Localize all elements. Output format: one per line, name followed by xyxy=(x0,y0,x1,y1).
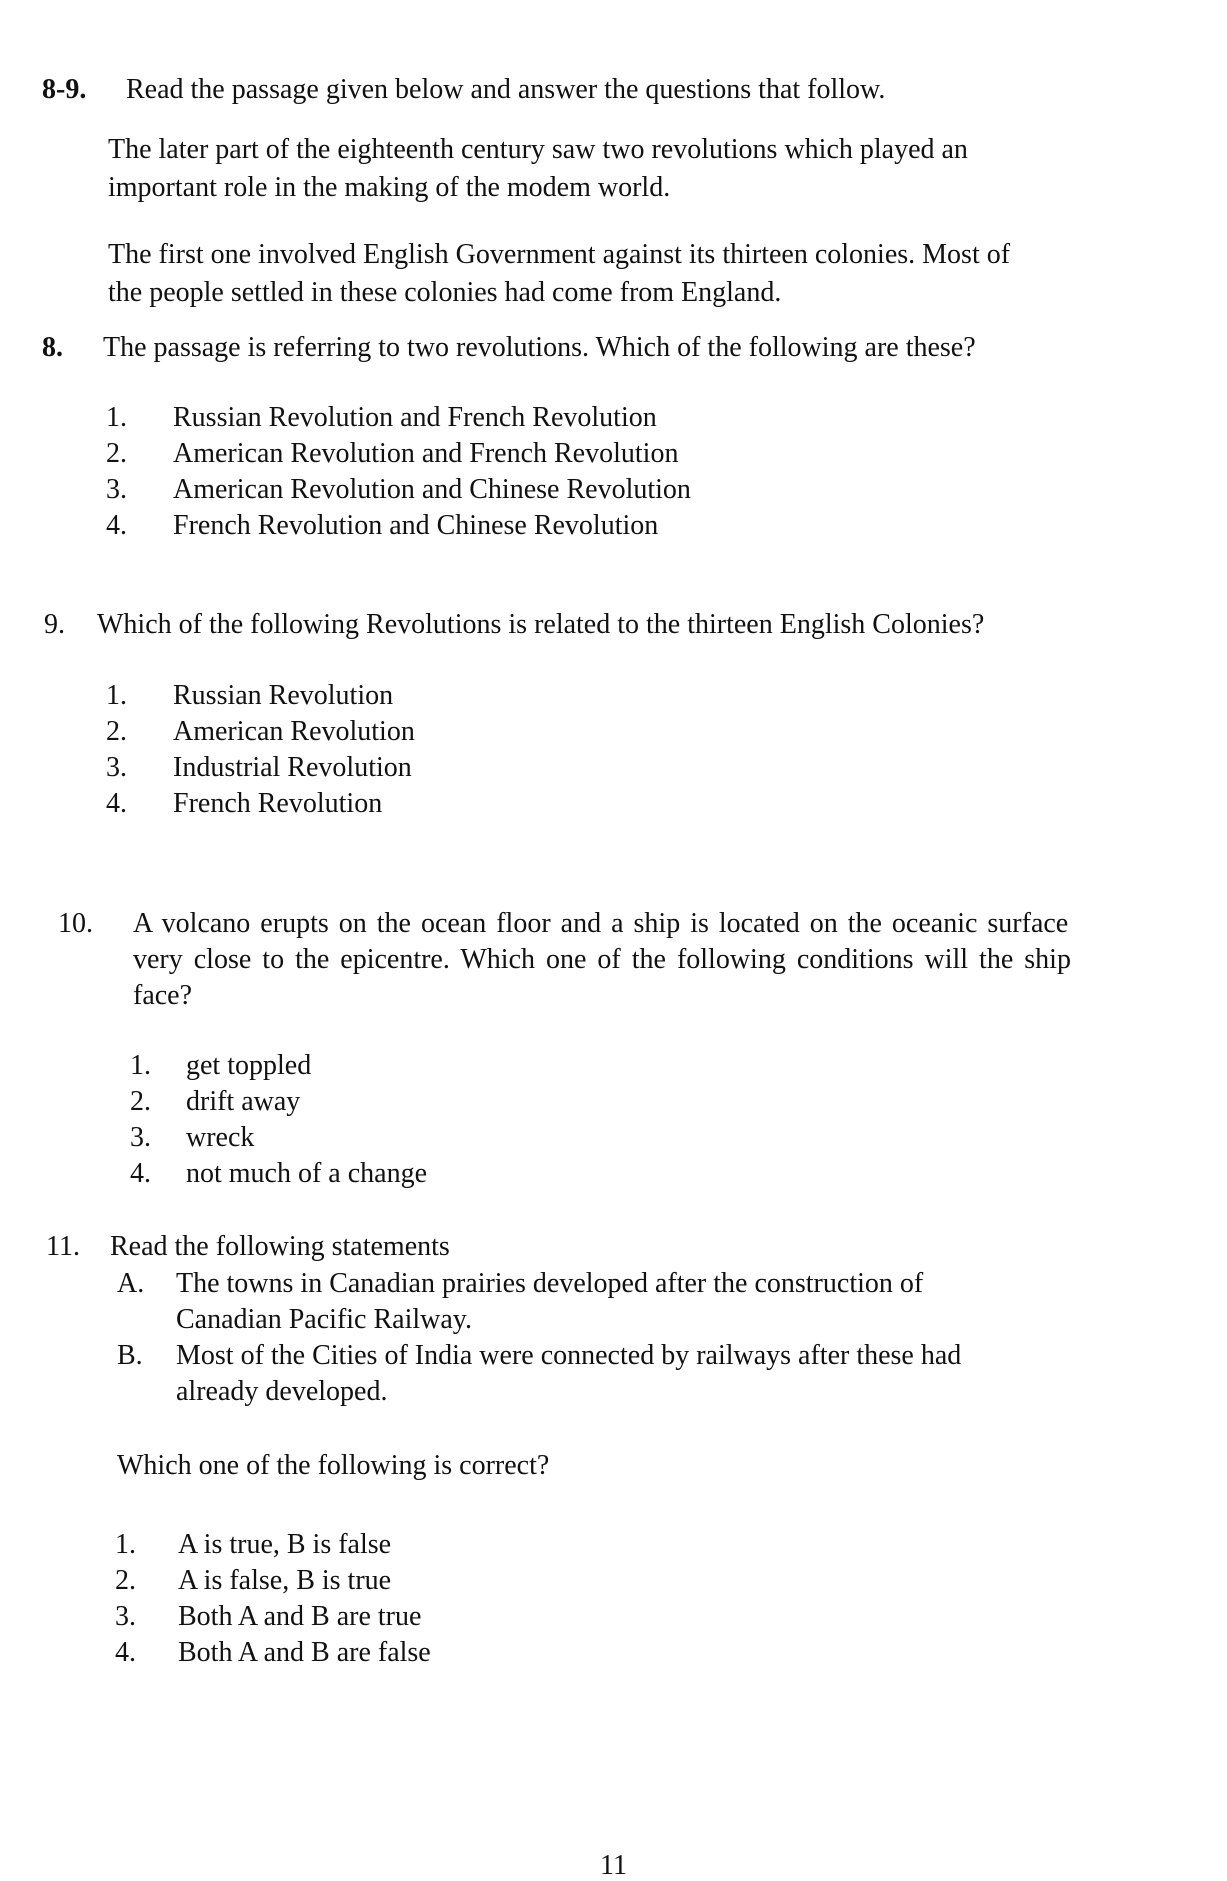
option-number: 4. xyxy=(106,510,127,541)
option-text: Both A and B are true xyxy=(178,1601,422,1632)
option-number: 1. xyxy=(106,680,127,711)
question-instruction: Read the passage given below and answer the questions that follow. xyxy=(126,74,886,105)
option-number: 2. xyxy=(130,1086,151,1117)
question-text: Read the following statements xyxy=(110,1231,450,1262)
question-number: 11. xyxy=(46,1231,80,1262)
option-text: American Revolution xyxy=(173,716,415,747)
option-number: 1. xyxy=(130,1050,151,1081)
option-number: 3. xyxy=(115,1601,136,1632)
option-number: 3. xyxy=(130,1122,151,1153)
option-number: 4. xyxy=(130,1158,151,1189)
statement-text: Canadian Pacific Railway. xyxy=(176,1304,472,1335)
passage-line: the people settled in these colonies had come from England. xyxy=(108,277,782,308)
option-text: Industrial Revolution xyxy=(173,752,412,783)
question-text: Which of the following Revolutions is related to the thirteen English Colonies? xyxy=(97,609,985,640)
option-text: get toppled xyxy=(186,1050,312,1081)
passage-line: The later part of the eighteenth century saw two revolutions which played an xyxy=(108,134,968,165)
option-number: 1. xyxy=(106,402,127,433)
option-text: A is true, B is false xyxy=(178,1529,392,1560)
option-text: American Revolution and Chinese Revolution xyxy=(173,474,691,505)
option-number: 4. xyxy=(115,1637,136,1668)
option-number: 1. xyxy=(115,1529,136,1560)
option-text: drift away xyxy=(186,1086,301,1117)
option-text: American Revolution and French Revolution xyxy=(173,438,679,469)
question-number: 8-9. xyxy=(42,74,87,105)
passage-line: The first one involved English Government against its thirteen colonies. Most of xyxy=(108,239,1011,270)
option-text: Both A and B are false xyxy=(178,1637,431,1668)
question-number: 9. xyxy=(44,609,65,640)
option-number: 3. xyxy=(106,752,127,783)
option-number: 2. xyxy=(106,716,127,747)
option-text: A is false, B is true xyxy=(178,1565,392,1596)
passage-line: important role in the making of the modem world. xyxy=(108,172,671,203)
option-text: not much of a change xyxy=(186,1158,428,1189)
page-number: 11 xyxy=(600,1850,627,1881)
statement-text: already developed. xyxy=(176,1376,388,1407)
option-text: French Revolution and Chinese Revolution xyxy=(173,510,659,541)
option-text: French Revolution xyxy=(173,788,383,819)
question-text: A volcano erupts on the ocean floor and a ship is located on the oceanic surface xyxy=(133,908,1069,939)
question-number: 8. xyxy=(42,332,63,363)
option-number: 2. xyxy=(115,1565,136,1596)
option-text: Russian Revolution and French Revolution xyxy=(173,402,657,433)
option-number: 4. xyxy=(106,788,127,819)
statement-text: Most of the Cities of India were connected by railways after these had xyxy=(176,1340,962,1371)
question-text: The passage is referring to two revolutions. Which of the following are these? xyxy=(103,332,976,363)
question-text: very close to the epicentre. Which one of the following conditions will the ship xyxy=(133,944,1071,975)
option-number: 2. xyxy=(106,438,127,469)
question-number: 10. xyxy=(58,908,93,939)
question-text: face? xyxy=(133,980,193,1011)
option-number: 3. xyxy=(106,474,127,505)
option-text: Russian Revolution xyxy=(173,680,394,711)
statement-label: B. xyxy=(117,1340,143,1371)
statement-label: A. xyxy=(117,1268,145,1299)
option-text: wreck xyxy=(186,1122,255,1153)
question-prompt: Which one of the following is correct? xyxy=(117,1450,550,1481)
statement-text: The towns in Canadian prairies developed after the construction of xyxy=(176,1268,924,1299)
